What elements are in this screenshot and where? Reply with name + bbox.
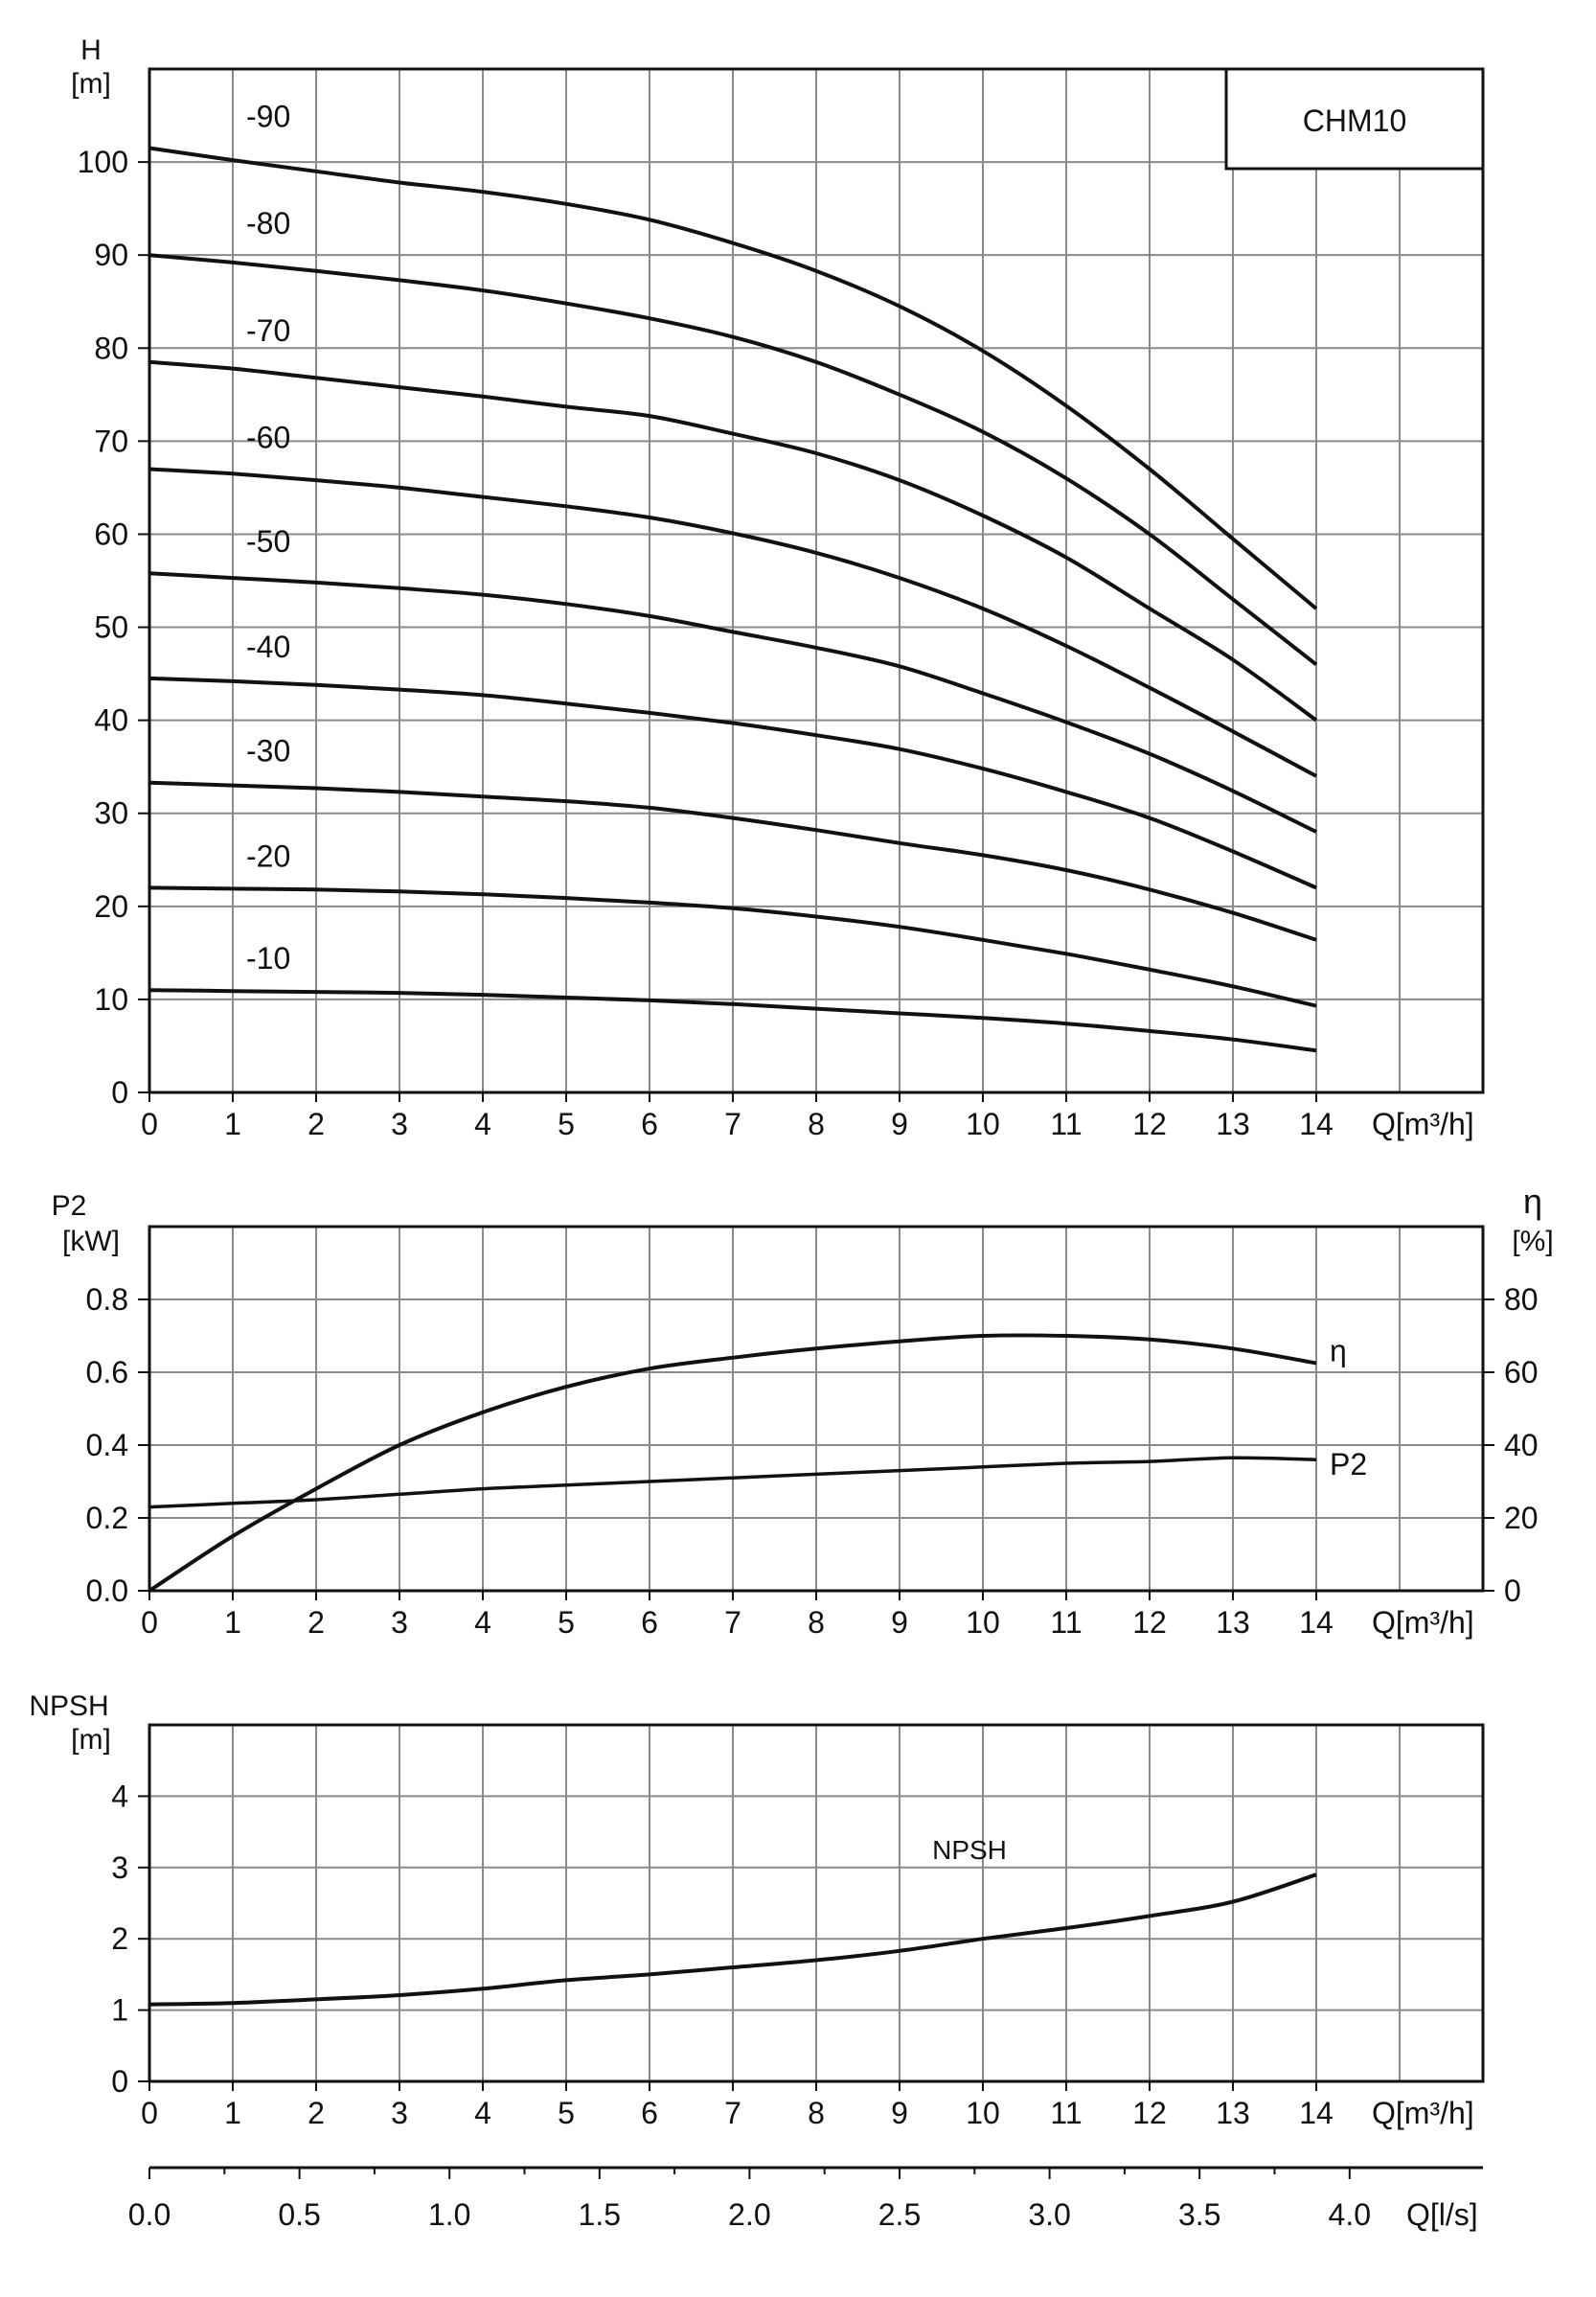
eff-ytick-label-0: 0: [1504, 1573, 1521, 1608]
eff-ytick-label-3: 60: [1504, 1355, 1539, 1390]
head-xtick-label-5: 5: [558, 1107, 575, 1141]
curve-label-npsh: NPSH: [932, 1835, 1007, 1865]
npsh-ytick-label-1: 1: [111, 1992, 128, 2028]
head-chart: [71, 34, 1483, 1141]
head-ytick-label-4: 40: [94, 702, 128, 738]
head-ytick-label-10: 100: [77, 145, 128, 180]
npsh-xtick-label-10: 10: [966, 2096, 1000, 2130]
power-xtick-label-6: 6: [641, 1605, 658, 1640]
head-ytick-label-8: 80: [94, 331, 128, 366]
power-efficiency-chart: [52, 1182, 1554, 1640]
head-curve-label-20: -20: [246, 838, 291, 874]
head-ytick-label-0: 0: [111, 1075, 128, 1110]
npsh-xtick-label-2: 2: [308, 2096, 325, 2130]
curve-label-efficiency: η: [1330, 1333, 1347, 1368]
npsh-x-axis-label: Q[m³/h]: [1372, 2096, 1474, 2130]
npsh-xtick-label-5: 5: [558, 2096, 575, 2130]
power-ytick-label-2: 0.4: [85, 1428, 128, 1462]
npsh-ytick-label-4: 4: [111, 1779, 128, 1814]
eff-y-axis-unit: [%]: [1512, 1226, 1554, 1257]
npsh-chart: [29, 1690, 1483, 2232]
npsh-xtick-label-3: 3: [391, 2096, 408, 2130]
power-y-axis-label: P2: [51, 1190, 87, 1222]
npsh-ytick-label-3: 3: [111, 1849, 128, 1885]
head-ytick-label-5: 50: [94, 609, 128, 645]
head-ytick-label-9: 90: [94, 238, 128, 273]
power-xtick-label-7: 7: [724, 1605, 741, 1640]
head-xtick-label-0: 0: [141, 1107, 158, 1141]
head-y-axis-label: H: [80, 34, 102, 66]
power-y-axis-unit: [kW]: [62, 1226, 120, 1257]
ls-tick-label-4: 2.0: [728, 2197, 771, 2232]
power-xtick-label-2: 2: [308, 1605, 325, 1640]
power-xtick-label-3: 3: [391, 1605, 408, 1640]
head-curve-label-30: -30: [246, 733, 291, 769]
eff-ytick-label-2: 40: [1504, 1428, 1539, 1462]
npsh-ytick-label-0: 0: [111, 2064, 128, 2099]
power-xtick-label-9: 9: [891, 1605, 908, 1640]
power-xtick-label-8: 8: [808, 1605, 825, 1640]
ls-tick-label-1: 0.5: [278, 2197, 321, 2232]
ls-tick-label-3: 1.5: [578, 2197, 622, 2232]
power-xtick-label-10: 10: [966, 1605, 1000, 1640]
npsh-xtick-label-9: 9: [891, 2096, 908, 2130]
npsh-xtick-label-8: 8: [808, 2096, 825, 2130]
head-curve-label-70: -70: [246, 312, 291, 348]
ls-tick-label-8: 4.0: [1328, 2197, 1372, 2232]
power-xtick-label-12: 12: [1132, 1605, 1167, 1640]
ls-tick-label-2: 1.0: [427, 2197, 471, 2232]
head-curve-label-90: -90: [246, 99, 291, 134]
head-ytick-label-3: 30: [94, 795, 128, 831]
ls-tick-label-5: 2.5: [878, 2197, 922, 2232]
head-xtick-label-9: 9: [891, 1107, 908, 1141]
npsh-xtick-label-12: 12: [1132, 2096, 1167, 2130]
head-xtick-label-4: 4: [474, 1107, 491, 1141]
power-xtick-label-0: 0: [141, 1605, 158, 1640]
ls-tick-label-0: 0.0: [127, 2197, 171, 2232]
power-ytick-label-4: 0.8: [85, 1282, 128, 1317]
head-ytick-label-2: 20: [94, 888, 128, 924]
head-xtick-label-7: 7: [724, 1107, 741, 1141]
ls-axis-label: Q[l/s]: [1406, 2197, 1478, 2232]
head-xtick-label-14: 14: [1299, 1107, 1334, 1141]
npsh-xtick-label-4: 4: [474, 2096, 491, 2130]
npsh-xtick-label-11: 11: [1050, 2096, 1083, 2130]
head-ytick-label-6: 60: [94, 517, 128, 552]
ls-tick-label-7: 3.5: [1177, 2197, 1221, 2232]
power-ytick-label-0: 0.0: [85, 1573, 128, 1608]
head-x-axis-label: Q[m³/h]: [1372, 1107, 1474, 1141]
head-xtick-label-11: 11: [1050, 1107, 1083, 1141]
eff-ytick-label-4: 80: [1504, 1282, 1539, 1317]
power-ytick-label-3: 0.6: [85, 1355, 128, 1390]
curve-label-p2: P2: [1330, 1447, 1368, 1482]
head-xtick-label-13: 13: [1216, 1107, 1250, 1141]
head-curve-label-50: -50: [246, 524, 291, 560]
power-ytick-label-1: 0.2: [85, 1501, 128, 1535]
npsh-y-axis-unit: [m]: [71, 1724, 111, 1756]
chart-title: CHM10: [1302, 103, 1407, 138]
head-curve-label-80: -80: [246, 206, 291, 241]
head-xtick-label-10: 10: [966, 1107, 1000, 1141]
power-x-axis-label: Q[m³/h]: [1372, 1605, 1474, 1640]
head-y-axis-unit: [m]: [71, 68, 111, 100]
head-curve-label-10: -10: [246, 941, 291, 976]
npsh-xtick-label-6: 6: [641, 2096, 658, 2130]
npsh-ytick-label-2: 2: [111, 1921, 128, 1957]
npsh-y-axis-label: NPSH: [29, 1690, 109, 1722]
ls-tick-label-6: 3.0: [1028, 2197, 1071, 2232]
power-xtick-label-5: 5: [558, 1605, 575, 1640]
head-xtick-label-1: 1: [224, 1107, 241, 1141]
npsh-xtick-label-13: 13: [1216, 2096, 1250, 2130]
head-curve-label-60: -60: [246, 420, 291, 455]
eff-ytick-label-1: 20: [1504, 1501, 1539, 1535]
power-xtick-label-13: 13: [1216, 1605, 1250, 1640]
head-xtick-label-12: 12: [1132, 1107, 1167, 1141]
eff-y-axis-label: η: [1522, 1182, 1543, 1221]
head-xtick-label-6: 6: [641, 1107, 658, 1141]
power-xtick-label-11: 11: [1050, 1605, 1083, 1640]
power-xtick-label-1: 1: [224, 1605, 241, 1640]
head-xtick-label-2: 2: [308, 1107, 325, 1141]
npsh-xtick-label-0: 0: [141, 2096, 158, 2130]
npsh-xtick-label-1: 1: [224, 2096, 241, 2130]
head-ytick-label-7: 70: [94, 424, 128, 459]
head-curve-label-40: -40: [246, 629, 291, 664]
head-ytick-label-1: 10: [94, 981, 128, 1017]
head-xtick-label-8: 8: [808, 1107, 825, 1141]
npsh-xtick-label-14: 14: [1299, 2096, 1334, 2130]
npsh-xtick-label-7: 7: [724, 2096, 741, 2130]
head-xtick-label-3: 3: [391, 1107, 408, 1141]
power-xtick-label-14: 14: [1299, 1605, 1334, 1640]
power-xtick-label-4: 4: [474, 1605, 491, 1640]
